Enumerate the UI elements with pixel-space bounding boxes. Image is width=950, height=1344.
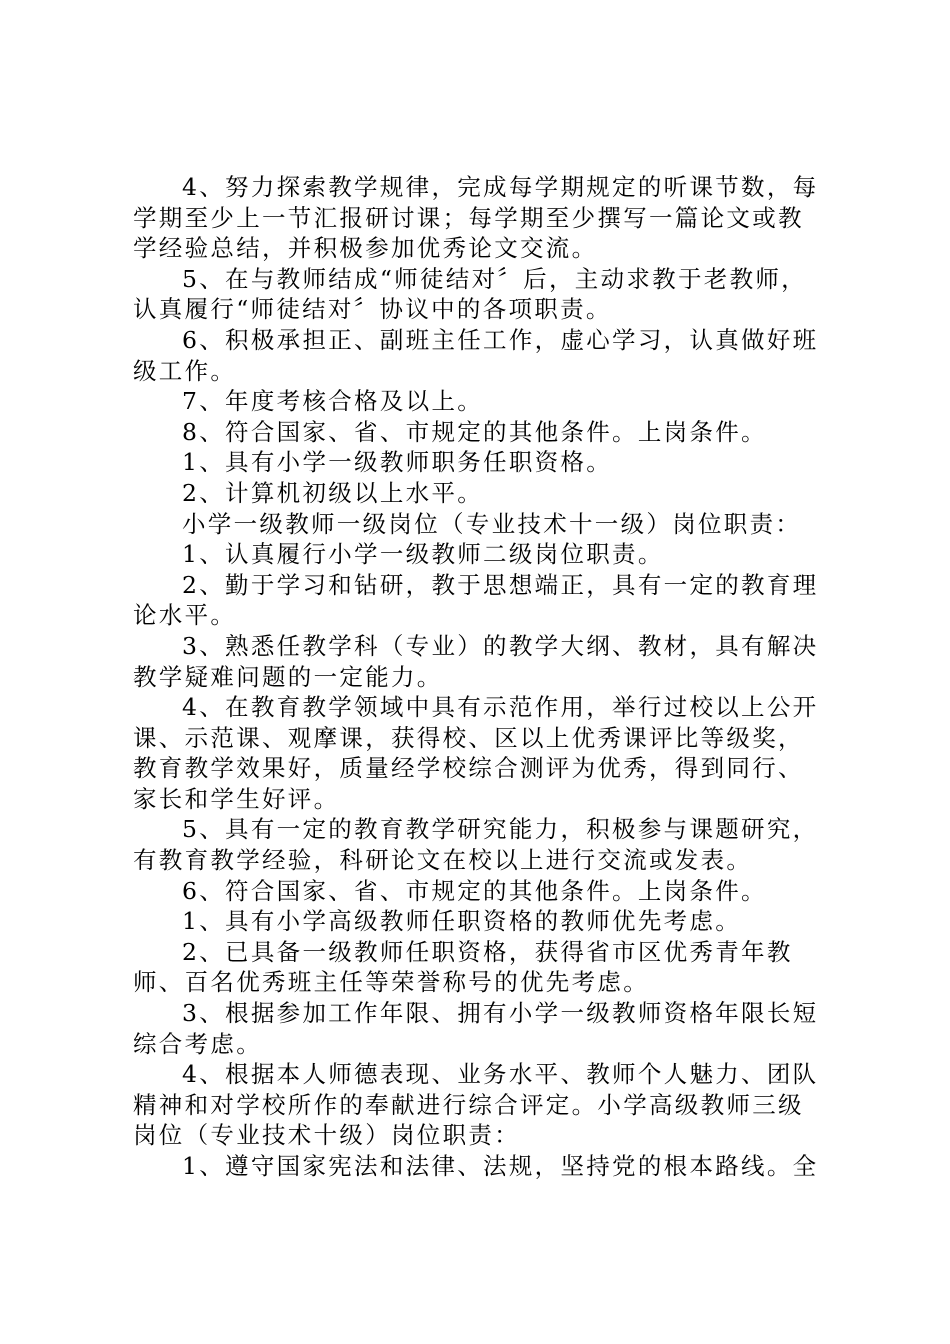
paragraph: 1、具有小学高级教师任职资格的教师优先考虑。 <box>182 907 742 936</box>
paragraph: 3、熟悉任教学科（专业）的教学大纲、教材，具有解决教学疑难问题的一定能力。 <box>133 631 819 691</box>
paragraph: 4、努力探索教学规律，完成每学期规定的听课节数，每学期至少上一节汇报研讨课；每学期至少撰写一篇论文或教学经验总结，并积极参加优秀论文交流。 <box>133 173 819 263</box>
paragraph: 6、符合国家、省、市规定的其他条件。上岗条件。 <box>182 876 767 905</box>
paragraph: 8、符合国家、省、市规定的其他条件。上岗条件。 <box>182 417 767 446</box>
paragraph: 1、具有小学一级教师职务任职资格。 <box>182 448 613 477</box>
paragraph: 2、已具备一级教师任职资格，获得省市区优秀青年教师、百名优秀班主任等荣誉称号的优先考虑。 <box>133 937 793 997</box>
paragraph: 6、积极承担正、副班主任工作，虚心学习，认真做好班级工作。 <box>133 325 819 385</box>
paragraph: 1、遵守国家宪法和法律、法规，坚持党的根本路线。全 <box>182 1152 819 1180</box>
paragraph: 3、根据参加工作年限、拥有小学一级教师资格年限长短综合考虑。 <box>133 999 819 1058</box>
document-body <box>133 172 823 1182</box>
paragraph: 5、在与教师结成“师徒结对〞后，主动求教于老教师，认真履行“师徒结对〞协议中的各项职责。 <box>133 264 807 324</box>
paragraph: 7、年度考核合格及以上。 <box>182 387 484 416</box>
paragraph: 2、计算机初级以上水平。 <box>182 478 484 507</box>
paragraph: 1、认真履行小学一级教师二级岗位职责。 <box>182 540 664 569</box>
paragraph: 5、具有一定的教育教学研究能力，积极参与课题研究，有教育教学经验，科研论文在校以上进行交流或发表。 <box>133 815 819 875</box>
paragraph: 2、勤于学习和钻研，教于思想端正，具有一定的教育理论水平。 <box>133 570 819 630</box>
paragraph: 4、在教育教学领域中具有示范作用，举行过校以上公开课、示范课、观摩课，获得校、区以上优秀课评比等级奖，教育教学效果好，质量经学校综合测评为优秀，得到同行、家长和学生好评。 <box>133 693 819 813</box>
section-heading: 小学一级教师一级岗位（专业技术十一级）岗位职责： <box>182 509 802 538</box>
paragraph: 4、根据本人师德表现、业务水平、教师个人魅力、团队精神和对学校所作的奉献进行综合评定。小学高级教师三级岗位（专业技术十级）岗位职责： <box>133 1060 819 1150</box>
